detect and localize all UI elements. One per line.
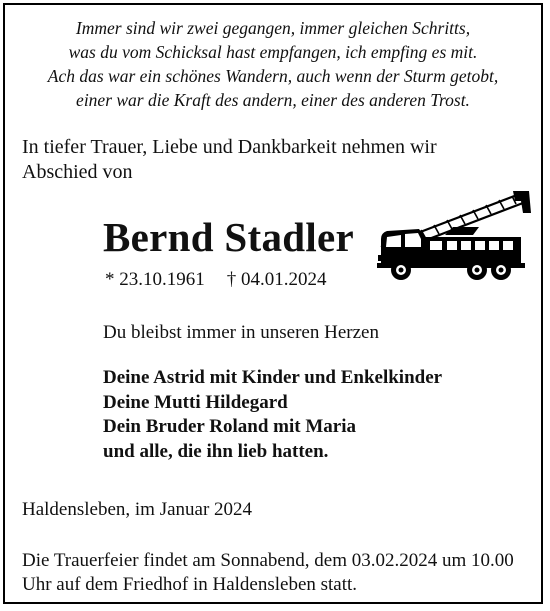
poem-line: Ach das war ein schönes Wandern, auch wenn der Sturm getobt,: [47, 66, 499, 86]
memorial-line: Du bleibst immer in unseren Herzen: [103, 322, 379, 343]
funeral-notice: Die Trauerfeier findet am Sonnabend, dem 03.02.2024 um 10.00 Uhr auf dem Friedhof in Haldensleben statt.: [22, 550, 514, 595]
mourner-line: Deine Mutti Hildegard: [103, 391, 288, 413]
death-date: † 04.01.2024: [226, 269, 327, 290]
life-dates: [105, 269, 327, 291]
birth-date: * 23.10.1961: [105, 269, 205, 290]
poem-line: Immer sind wir zwei gegangen, immer gleichen Schritts,: [75, 18, 471, 38]
deceased-name: Bernd Stadler: [103, 214, 355, 260]
mourner-line: Deine Astrid mit Kinder und Enkelkinder: [103, 367, 443, 388]
fire-truck-ladder-icon: [375, 183, 535, 283]
intro-text: In tiefer Trauer, Liebe und Dankbarkeit nehmen wir Abschied von: [22, 136, 437, 183]
poem-line: was du vom Schicksal hast empfangen, ich empfing es mit.: [68, 42, 478, 62]
mourners-list: [103, 366, 442, 464]
place-date: Haldensleben, im Januar 2024: [22, 499, 253, 520]
poem: [5, 16, 541, 112]
mourner-line: und alle, die ihn lieb hatten.: [103, 440, 329, 462]
poem-line: einer war die Kraft des andern, einer des anderen Trost.: [76, 90, 470, 110]
obituary-card: [3, 3, 543, 604]
mourner-line: Dein Bruder Roland mit Maria: [103, 416, 356, 437]
